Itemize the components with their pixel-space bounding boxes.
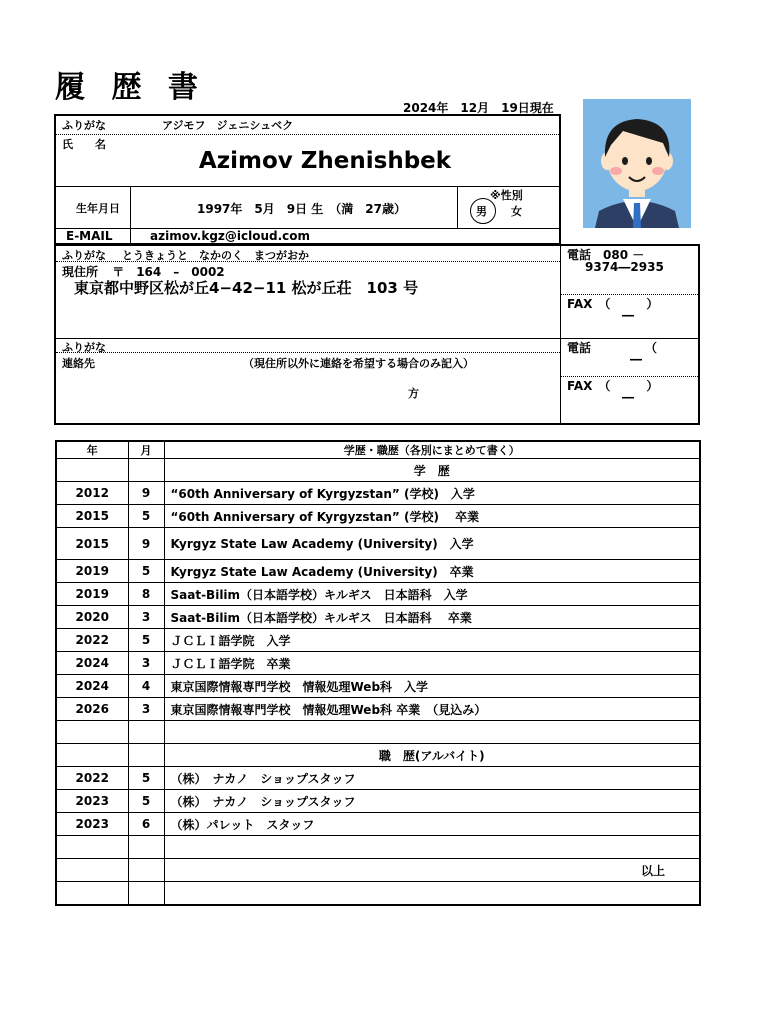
date-current: 2024年 12月 19日現在 (403, 101, 554, 115)
row-month: 3 (128, 652, 164, 675)
row-text: （株） ナカノ ショップスタッフ (164, 767, 700, 790)
work-heading: 職 歴(アルバイト) (164, 744, 700, 767)
row-text: （株）パレット スタッフ (164, 813, 700, 836)
row-year: 2015 (56, 505, 128, 528)
table-row (56, 606, 700, 629)
table-row (56, 652, 700, 675)
end-mark: 以上 (164, 859, 700, 882)
row-month: 5 (128, 560, 164, 583)
row-year: 2022 (56, 629, 128, 652)
full-name: Azimov Zhenishbek (198, 148, 452, 174)
row-text: Saat-Bilim（日本語学校）キルギス 日本語科 卒業 (164, 606, 700, 629)
birth-value: 1997年 5月 9日 生 （満 27歳） (197, 202, 406, 216)
address-tel-value: 9374―2935 (585, 260, 664, 274)
row-text: ＪＣＬＩ語学院 入学 (164, 629, 700, 652)
table-row (56, 698, 700, 721)
table-header-row (56, 441, 700, 459)
address-label: 現住所 (62, 265, 99, 279)
table-row (56, 813, 700, 836)
row-text: Kyrgyz State Law Academy (University) 入学 (164, 528, 700, 560)
address-fax-dash: ― (622, 308, 634, 322)
table-row (56, 528, 700, 560)
row-month: 5 (128, 790, 164, 813)
row-year: 2026 (56, 698, 128, 721)
sex-label: ※性別 (490, 189, 523, 202)
table-row (56, 482, 700, 505)
column-header-details: 学歴・職歴（各別にまとめて書く） (164, 441, 700, 459)
contact-suffix: 方 (408, 387, 430, 400)
table-row (56, 836, 700, 859)
table-row (56, 744, 700, 767)
row-month: 5 (128, 767, 164, 790)
address-furigana-label: ふりがな (62, 249, 106, 262)
row-month: 5 (128, 505, 164, 528)
column-header-month: 月 (128, 441, 164, 459)
row-month: 8 (128, 583, 164, 606)
table-row (56, 505, 700, 528)
contact-note: （現住所以外に連絡を希望する場合のみ記入） (243, 357, 474, 370)
table-row (56, 675, 700, 698)
row-month: 9 (128, 482, 164, 505)
row-year: 2019 (56, 560, 128, 583)
row-month: 5 (128, 629, 164, 652)
sex-option-female: 女 (511, 205, 522, 218)
row-year: 2024 (56, 652, 128, 675)
history-table (55, 440, 701, 906)
row-text: （株） ナカノ ショップスタッフ (164, 790, 700, 813)
sex-option-male: 男 (476, 205, 487, 218)
contact-furigana-label: ふりがな (62, 341, 106, 354)
contact-fax: FAX （ ） (567, 379, 659, 393)
furigana-label: ふりがな (62, 119, 106, 132)
contact-tel-label: 電話 （ (567, 341, 658, 355)
row-text: 東京国際情報専門学校 情報処理Web科 卒業 （見込み） (164, 698, 700, 721)
row-text: “60th Anniversary of Kyrgyzstan” (学校) 卒業 (164, 505, 700, 528)
address-fax: FAX （ ） (567, 297, 659, 311)
row-year: 2023 (56, 813, 128, 836)
column-header-year: 年 (56, 441, 128, 459)
row-year: 2023 (56, 790, 128, 813)
row-year: 2015 (56, 528, 128, 560)
table-row (56, 859, 700, 882)
row-text: ＪＣＬＩ語学院 卒業 (164, 652, 700, 675)
page-title: 履 歴 書 (55, 70, 206, 105)
contact-label: 連絡先 (62, 357, 95, 370)
table-row (56, 459, 700, 482)
row-month: 9 (128, 528, 164, 560)
row-text: Kyrgyz State Law Academy (University) 卒業 (164, 560, 700, 583)
row-month: 4 (128, 675, 164, 698)
row-text: Saat-Bilim（日本語学校）キルギス 日本語科 入学 (164, 583, 700, 606)
address-furigana-value: とうきょうと なかのく まつがおか (122, 249, 309, 262)
contact-tel-dash: ― (630, 352, 642, 366)
table-row (56, 767, 700, 790)
row-year: 2024 (56, 675, 128, 698)
table-row (56, 583, 700, 606)
birth-label: 生年月日 (76, 202, 120, 215)
email-value: azimov.kgz@icloud.com (150, 229, 311, 243)
table-row (56, 629, 700, 652)
row-text: 東京国際情報専門学校 情報処理Web科 入学 (164, 675, 700, 698)
row-year: 2019 (56, 583, 128, 606)
table-row (56, 882, 700, 905)
name-label: 氏 名 (62, 138, 106, 151)
row-month: 3 (128, 606, 164, 629)
row-text: “60th Anniversary of Kyrgyzstan” (学校) 入学 (164, 482, 700, 505)
postal-code: 〒 164 – 0002 (112, 265, 225, 279)
table-row (56, 560, 700, 583)
address-value: 東京都中野区松が丘4−42−11 松が丘荘 103 号 (74, 279, 419, 297)
row-year: 2012 (56, 482, 128, 505)
email-label: E-MAIL (66, 229, 113, 243)
row-month: 6 (128, 813, 164, 836)
education-heading: 学 歴 (164, 459, 700, 482)
row-year: 2022 (56, 767, 128, 790)
row-year: 2020 (56, 606, 128, 629)
furigana-value: アジモフ ジェニシュベク (162, 119, 294, 132)
table-row (56, 790, 700, 813)
address-tel-label: 電話 080 － (567, 248, 645, 262)
table-row (56, 721, 700, 744)
row-month: 3 (128, 698, 164, 721)
contact-fax-dash: ― (622, 390, 634, 404)
